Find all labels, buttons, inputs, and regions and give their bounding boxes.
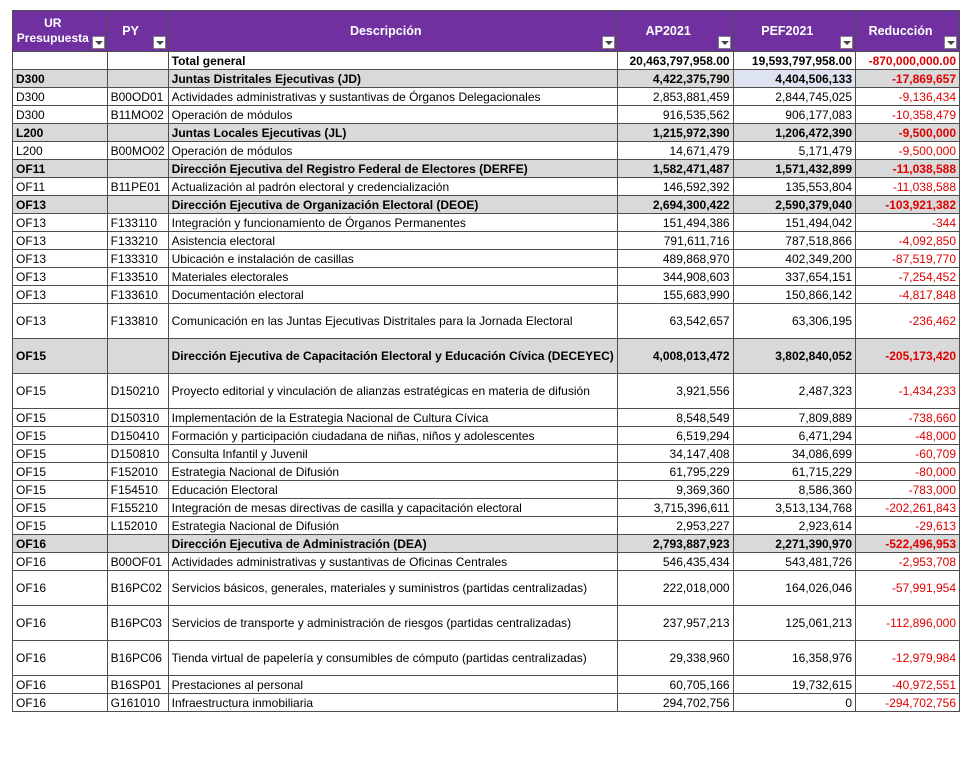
cell-py[interactable]: F133510 [107, 268, 168, 286]
cell-reduccion[interactable]: -17,869,657 [856, 70, 960, 88]
cell-pef2021[interactable]: 2,844,745,025 [733, 88, 855, 106]
table-row [13, 250, 960, 268]
total-row [13, 52, 960, 70]
cell-ur[interactable]: OF16 [13, 553, 108, 571]
cell-py[interactable]: B00MO02 [107, 142, 168, 160]
cell-ap2021[interactable]: 63,542,657 [617, 304, 733, 339]
cell-py[interactable] [107, 196, 168, 214]
cell-description[interactable]: Dirección Ejecutiva de Capacitación Electoral y Educación Cívica (DECEYEC) [168, 339, 617, 374]
table-row [13, 571, 960, 606]
cell-reduccion[interactable]: -4,092,850 [856, 232, 960, 250]
summary-row [13, 124, 960, 142]
cell-py[interactable]: B16SP01 [107, 676, 168, 694]
cell-ur[interactable]: OF15 [13, 445, 108, 463]
col-header-py [107, 11, 168, 52]
cell-description[interactable]: Implementación de la Estrategia Nacional de Cultura Cívica [168, 409, 617, 427]
table-row [13, 106, 960, 124]
cell-pef2021[interactable]: 2,590,379,040 [733, 196, 855, 214]
table-row [13, 676, 960, 694]
cell-ur[interactable]: OF11 [13, 160, 108, 178]
cell-ur[interactable]: OF16 [13, 694, 108, 712]
cell-description[interactable]: Servicios básicos, generales, materiales y suministros (partidas centralizadas) [168, 571, 617, 606]
cell-py[interactable]: L152010 [107, 517, 168, 535]
table-row [13, 268, 960, 286]
cell-ur[interactable]: OF13 [13, 304, 108, 339]
cell-py[interactable]: G161010 [107, 694, 168, 712]
cell-pef2021[interactable]: 2,487,323 [733, 374, 855, 409]
cell-reduccion[interactable]: -103,921,382 [856, 196, 960, 214]
filter-dropdown-icon[interactable] [718, 36, 731, 49]
cell-ur[interactable]: OF16 [13, 641, 108, 676]
cell-reduccion[interactable]: -12,979,984 [856, 641, 960, 676]
cell-ap2021[interactable]: 146,592,392 [617, 178, 733, 196]
cell-ur[interactable]: OF15 [13, 499, 108, 517]
cell-reduccion[interactable]: -738,660 [856, 409, 960, 427]
cell-py[interactable]: F133110 [107, 214, 168, 232]
cell-ap2021[interactable]: 222,018,000 [617, 571, 733, 606]
cell-py[interactable]: B11PE01 [107, 178, 168, 196]
cell-ur[interactable]: OF16 [13, 606, 108, 641]
table-row [13, 409, 960, 427]
summary-row [13, 339, 960, 374]
cell-py[interactable]: B16PC02 [107, 571, 168, 606]
cell-ap2021[interactable]: 2,793,887,923 [617, 535, 733, 553]
cell-ap2021[interactable]: 61,795,229 [617, 463, 733, 481]
cell-description[interactable]: Dirección Ejecutiva de Organización Electoral (DEOE) [168, 196, 617, 214]
cell-description[interactable]: Asistencia electoral [168, 232, 617, 250]
filter-dropdown-icon[interactable] [92, 36, 105, 49]
cell-description[interactable]: Materiales electorales [168, 268, 617, 286]
cell-pef2021[interactable]: 150,866,142 [733, 286, 855, 304]
cell-ur[interactable]: OF13 [13, 196, 108, 214]
cell-description[interactable]: Ubicación e instalación de casillas [168, 250, 617, 268]
cell-reduccion[interactable]: -7,254,452 [856, 268, 960, 286]
cell-py[interactable] [107, 160, 168, 178]
cell-ap2021[interactable]: 20,463,797,958.00 [617, 52, 733, 70]
cell-py[interactable]: F152010 [107, 463, 168, 481]
cell-reduccion[interactable]: -783,000 [856, 481, 960, 499]
cell-py[interactable]: D150210 [107, 374, 168, 409]
cell-description[interactable]: Prestaciones al personal [168, 676, 617, 694]
cell-reduccion[interactable]: -112,896,000 [856, 606, 960, 641]
table-row [13, 178, 960, 196]
table-row [13, 142, 960, 160]
table-row [13, 286, 960, 304]
col-header-ap2021-label: AP2021 [645, 23, 691, 38]
cell-description[interactable]: Dirección Ejecutiva de Administración (DEA) [168, 535, 617, 553]
col-header-descripcion-label: Descripción [349, 23, 422, 38]
cell-reduccion[interactable]: -2,953,708 [856, 553, 960, 571]
filter-dropdown-icon[interactable] [602, 36, 615, 49]
table-row [13, 214, 960, 232]
cell-ur[interactable]: OF11 [13, 178, 108, 196]
header-row [13, 11, 960, 52]
cell-ap2021[interactable]: 29,338,960 [617, 641, 733, 676]
cell-py[interactable]: D150310 [107, 409, 168, 427]
cell-ap2021[interactable]: 237,957,213 [617, 606, 733, 641]
cell-description[interactable]: Estrategia Nacional de Difusión [168, 517, 617, 535]
cell-ur[interactable]: OF13 [13, 250, 108, 268]
cell-ap2021[interactable]: 3,715,396,611 [617, 499, 733, 517]
cell-reduccion[interactable]: -4,817,848 [856, 286, 960, 304]
cell-description[interactable]: Infraestructura inmobiliaria [168, 694, 617, 712]
table-row [13, 374, 960, 409]
cell-pef2021[interactable]: 0 [733, 694, 855, 712]
cell-ur[interactable]: OF15 [13, 409, 108, 427]
cell-description[interactable]: Tienda virtual de papelería y consumibles de cómputo (partidas centralizadas) [168, 641, 617, 676]
cell-ap2021[interactable]: 489,868,970 [617, 250, 733, 268]
cell-py[interactable] [107, 535, 168, 553]
cell-ur[interactable]: OF15 [13, 374, 108, 409]
cell-reduccion[interactable]: -60,709 [856, 445, 960, 463]
cell-description[interactable]: Operación de módulos [168, 106, 617, 124]
cell-reduccion[interactable]: -9,500,000 [856, 124, 960, 142]
table-row [13, 463, 960, 481]
cell-description[interactable]: Formación y participación ciudadana de niñas, niños y adolescentes [168, 427, 617, 445]
cell-ur[interactable]: OF13 [13, 286, 108, 304]
cell-ap2021[interactable]: 60,705,166 [617, 676, 733, 694]
cell-ap2021[interactable]: 294,702,756 [617, 694, 733, 712]
cell-ur[interactable]: D300 [13, 88, 108, 106]
cell-reduccion[interactable]: -9,500,000 [856, 142, 960, 160]
cell-ur[interactable]: OF13 [13, 232, 108, 250]
cell-ur[interactable]: OF15 [13, 517, 108, 535]
table-row [13, 553, 960, 571]
table-row [13, 499, 960, 517]
cell-pef2021[interactable]: 5,171,479 [733, 142, 855, 160]
cell-description[interactable]: Consulta Infantil y Juvenil [168, 445, 617, 463]
filter-dropdown-icon[interactable] [944, 36, 957, 49]
cell-ap2021[interactable]: 155,683,990 [617, 286, 733, 304]
table-row [13, 88, 960, 106]
cell-py[interactable]: B00OD01 [107, 88, 168, 106]
cell-py[interactable]: D150810 [107, 445, 168, 463]
cell-reduccion[interactable]: -522,496,953 [856, 535, 960, 553]
summary-row [13, 160, 960, 178]
cell-pef2021[interactable]: 1,571,432,899 [733, 160, 855, 178]
cell-pef2021[interactable]: 16,358,976 [733, 641, 855, 676]
cell-py[interactable]: B16PC03 [107, 606, 168, 641]
cell-pef2021[interactable]: 34,086,699 [733, 445, 855, 463]
cell-ur[interactable]: L200 [13, 142, 108, 160]
cell-ur[interactable]: L200 [13, 124, 108, 142]
cell-ap2021[interactable]: 4,008,013,472 [617, 339, 733, 374]
cell-ur[interactable]: OF16 [13, 571, 108, 606]
col-header-ur-label: UR Presupuesta [16, 16, 89, 45]
cell-ap2021[interactable]: 6,519,294 [617, 427, 733, 445]
table-row [13, 427, 960, 445]
cell-description[interactable]: Actividades administrativas y sustantivas de Oficinas Centrales [168, 553, 617, 571]
cell-py[interactable]: F155210 [107, 499, 168, 517]
cell-pef2021[interactable]: 2,923,614 [733, 517, 855, 535]
cell-pef2021[interactable]: 337,654,151 [733, 268, 855, 286]
cell-description[interactable]: Educación Electoral [168, 481, 617, 499]
cell-pef2021[interactable]: 1,206,472,390 [733, 124, 855, 142]
cell-reduccion[interactable]: -202,261,843 [856, 499, 960, 517]
cell-py[interactable] [107, 124, 168, 142]
cell-pef2021[interactable]: 3,513,134,768 [733, 499, 855, 517]
cell-ap2021[interactable]: 2,853,881,459 [617, 88, 733, 106]
cell-ap2021[interactable]: 14,671,479 [617, 142, 733, 160]
cell-py[interactable] [107, 339, 168, 374]
cell-reduccion[interactable]: -57,991,954 [856, 571, 960, 606]
table-row [13, 641, 960, 676]
cell-ap2021[interactable]: 546,435,434 [617, 553, 733, 571]
cell-ur[interactable]: OF16 [13, 676, 108, 694]
summary-row [13, 535, 960, 553]
cell-ap2021[interactable]: 8,548,549 [617, 409, 733, 427]
summary-row [13, 196, 960, 214]
cell-reduccion[interactable]: -344 [856, 214, 960, 232]
cell-pef2021[interactable]: 2,271,390,970 [733, 535, 855, 553]
cell-description[interactable]: Documentación electoral [168, 286, 617, 304]
cell-description[interactable]: Operación de módulos [168, 142, 617, 160]
table-body [13, 52, 960, 712]
cell-py[interactable]: B11MO02 [107, 106, 168, 124]
cell-pef2021[interactable]: 19,732,615 [733, 676, 855, 694]
cell-ap2021[interactable]: 34,147,408 [617, 445, 733, 463]
col-header-ap2021 [617, 11, 733, 52]
cell-ur[interactable]: OF13 [13, 214, 108, 232]
cell-description[interactable]: Integración de mesas directivas de casilla y capacitación electoral [168, 499, 617, 517]
cell-pef2021[interactable]: 3,802,840,052 [733, 339, 855, 374]
cell-py[interactable]: F133610 [107, 286, 168, 304]
cell-pef2021[interactable]: 787,518,866 [733, 232, 855, 250]
cell-pef2021[interactable]: 63,306,195 [733, 304, 855, 339]
cell-pef2021[interactable]: 19,593,797,958.00 [733, 52, 855, 70]
cell-py[interactable] [107, 70, 168, 88]
cell-ap2021[interactable]: 3,921,556 [617, 374, 733, 409]
cell-py[interactable]: B16PC06 [107, 641, 168, 676]
cell-ap2021[interactable]: 1,215,972,390 [617, 124, 733, 142]
cell-ap2021[interactable]: 2,953,227 [617, 517, 733, 535]
filter-dropdown-icon[interactable] [840, 36, 853, 49]
cell-reduccion[interactable]: -10,358,479 [856, 106, 960, 124]
table-row [13, 606, 960, 641]
budget-table [12, 10, 960, 712]
col-header-ur [13, 11, 108, 52]
cell-py[interactable]: F154510 [107, 481, 168, 499]
cell-description[interactable]: Juntas Locales Ejecutivas (JL) [168, 124, 617, 142]
cell-description[interactable]: Proyecto editorial y vinculación de alianzas estratégicas en materia de difusión [168, 374, 617, 409]
cell-reduccion[interactable]: -48,000 [856, 427, 960, 445]
table-row [13, 517, 960, 535]
cell-reduccion[interactable]: -236,462 [856, 304, 960, 339]
cell-ur[interactable]: OF15 [13, 481, 108, 499]
cell-description[interactable]: Dirección Ejecutiva del Registro Federal de Electores (DERFE) [168, 160, 617, 178]
cell-ur[interactable]: OF15 [13, 339, 108, 374]
col-header-py-label: PY [122, 23, 139, 38]
cell-ap2021[interactable]: 1,582,471,487 [617, 160, 733, 178]
cell-ap2021[interactable]: 9,369,360 [617, 481, 733, 499]
filter-dropdown-icon[interactable] [153, 36, 166, 49]
cell-ap2021[interactable]: 791,611,716 [617, 232, 733, 250]
cell-py[interactable]: D150410 [107, 427, 168, 445]
cell-ur[interactable] [13, 52, 108, 70]
cell-ur[interactable]: OF16 [13, 535, 108, 553]
col-header-pef2021 [733, 11, 855, 52]
cell-reduccion[interactable]: -205,173,420 [856, 339, 960, 374]
cell-ur[interactable]: OF15 [13, 427, 108, 445]
cell-description[interactable]: Juntas Distritales Ejecutivas (JD) [168, 70, 617, 88]
cell-ur[interactable]: D300 [13, 106, 108, 124]
cell-reduccion[interactable]: -11,038,588 [856, 160, 960, 178]
col-header-pef2021-label: PEF2021 [761, 23, 814, 38]
cell-reduccion[interactable]: -29,613 [856, 517, 960, 535]
cell-py[interactable] [107, 52, 168, 70]
cell-description[interactable]: Actividades administrativas y sustantivas de Órganos Delegacionales [168, 88, 617, 106]
cell-pef2021[interactable]: 151,494,042 [733, 214, 855, 232]
table-row [13, 304, 960, 339]
cell-reduccion[interactable]: -80,000 [856, 463, 960, 481]
cell-ap2021[interactable]: 344,908,603 [617, 268, 733, 286]
cell-ap2021[interactable]: 2,694,300,422 [617, 196, 733, 214]
cell-description[interactable]: Estrategia Nacional de Difusión [168, 463, 617, 481]
col-header-reduccion [856, 11, 960, 52]
cell-description[interactable]: Total general [168, 52, 617, 70]
cell-py[interactable]: F133210 [107, 232, 168, 250]
cell-reduccion[interactable]: -11,038,588 [856, 178, 960, 196]
table-row [13, 481, 960, 499]
cell-description[interactable]: Comunicación en las Juntas Ejecutivas Distritales para la Jornada Electoral [168, 304, 617, 339]
cell-pef2021[interactable]: 906,177,083 [733, 106, 855, 124]
cell-pef2021[interactable]: 7,809,889 [733, 409, 855, 427]
cell-pef2021[interactable]: 402,349,200 [733, 250, 855, 268]
cell-pef2021[interactable]: 6,471,294 [733, 427, 855, 445]
cell-py[interactable]: B00OF01 [107, 553, 168, 571]
cell-py[interactable]: F133310 [107, 250, 168, 268]
table-row [13, 445, 960, 463]
cell-reduccion[interactable]: -9,136,434 [856, 88, 960, 106]
summary-row [13, 70, 960, 88]
col-header-reduccion-label: Reducción [868, 23, 933, 38]
cell-reduccion[interactable]: -294,702,756 [856, 694, 960, 712]
cell-reduccion[interactable]: -870,000,000.00 [856, 52, 960, 70]
cell-description[interactable]: Servicios de transporte y administración de riesgos (partidas centralizadas) [168, 606, 617, 641]
cell-ur[interactable]: D300 [13, 70, 108, 88]
cell-ap2021[interactable]: 4,422,375,790 [617, 70, 733, 88]
cell-pef2021[interactable]: 61,715,229 [733, 463, 855, 481]
cell-pef2021[interactable]: 543,481,726 [733, 553, 855, 571]
cell-reduccion[interactable]: -40,972,551 [856, 676, 960, 694]
cell-ap2021[interactable]: 151,494,386 [617, 214, 733, 232]
cell-pef2021[interactable]: 8,586,360 [733, 481, 855, 499]
cell-pef2021[interactable]: 125,061,213 [733, 606, 855, 641]
cell-pef2021[interactable]: 135,553,804 [733, 178, 855, 196]
cell-ap2021[interactable]: 916,535,562 [617, 106, 733, 124]
cell-pef2021[interactable]: 164,026,046 [733, 571, 855, 606]
cell-reduccion[interactable]: -87,519,770 [856, 250, 960, 268]
cell-py[interactable]: F133810 [107, 304, 168, 339]
cell-ur[interactable]: OF13 [13, 268, 108, 286]
cell-reduccion[interactable]: -1,434,233 [856, 374, 960, 409]
col-header-descripcion [168, 11, 617, 52]
table-row [13, 694, 960, 712]
table-row [13, 232, 960, 250]
cell-description[interactable]: Actualización al padrón electoral y credencialización [168, 178, 617, 196]
cell-description[interactable]: Integración y funcionamiento de Órganos Permanentes [168, 214, 617, 232]
cell-ur[interactable]: OF15 [13, 463, 108, 481]
cell-pef2021[interactable]: 4,404,506,133 [733, 70, 855, 88]
